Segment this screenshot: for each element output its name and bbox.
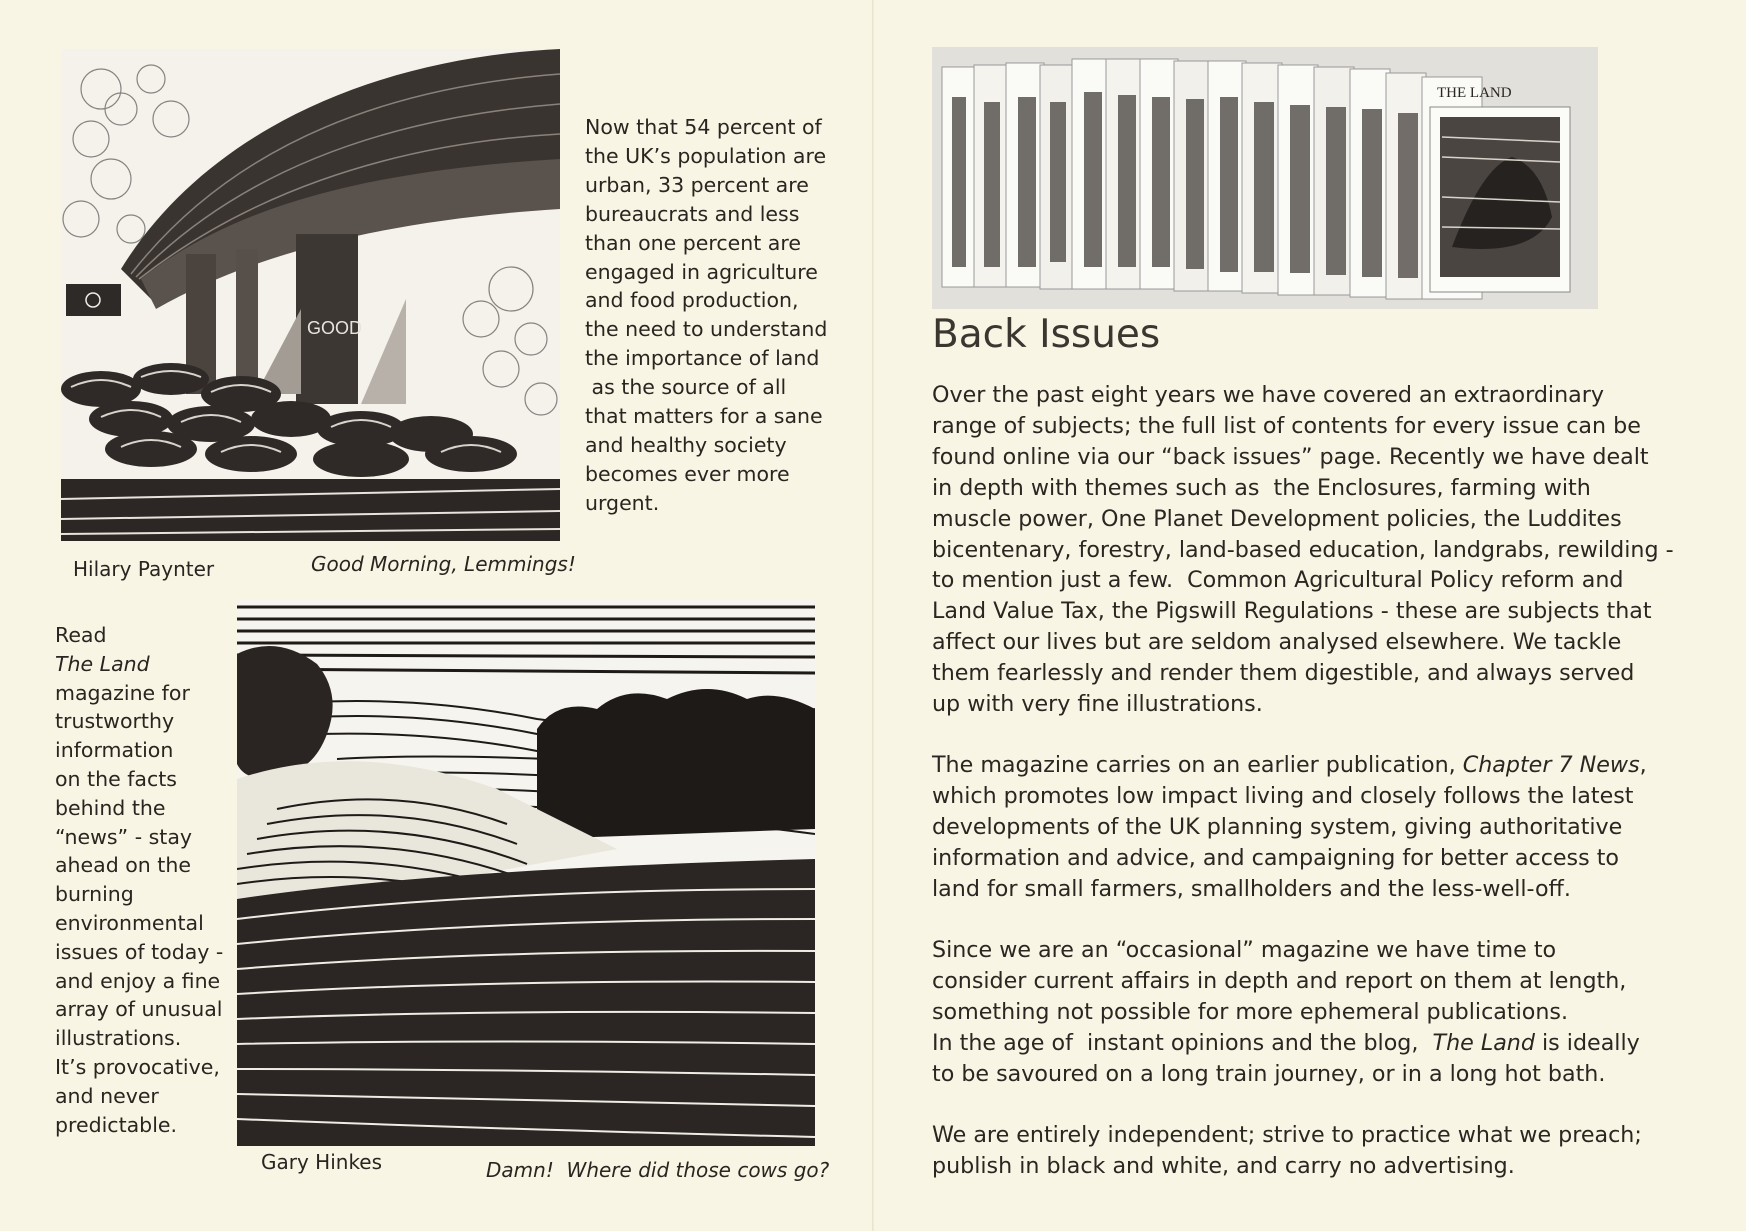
promo-line: trustworthy [55,709,175,734]
promo-line: It’s provocative, [55,1054,220,1079]
intro-line: engaged in agriculture [585,259,818,284]
intro-line: urban, 33 percent are [585,172,809,197]
promo-line: behind the [55,795,166,820]
chapter-7-news-title: Chapter 7 News [1462,752,1640,778]
para-line: found online via our “back issues” page. Recently we have dealt [932,443,1649,470]
illustration-2-artist: Gary Hinkes [261,1150,383,1174]
promo-line: array of unusual [55,997,223,1022]
graffiti-sign-text: GOOD [307,318,363,338]
illustration-where-did-those-cows-go [237,599,815,1146]
para-line: land for small farmers, smallholders and the less-well-off. [932,875,1571,902]
para-line: Over the past eight years we have covered an extraordinary [932,382,1605,408]
promo-line: issues of today - [55,939,224,964]
promo-line: information [55,738,174,763]
illustration-1-title: Good Morning, Lemmings! [311,552,576,576]
para-line [932,1028,1640,1059]
illustration-1-artist: Hilary Paynter [73,557,215,581]
para-line: affect our lives but are seldom analysed elsewhere. We tackle [932,629,1622,656]
para-line [932,750,1647,781]
para-line: bicentenary, forestry, land-based education, landgrabs, rewilding - [932,536,1674,563]
intro-line: as the source of all [585,375,787,400]
intro-line: the UK’s population are [585,143,827,168]
promo-line: predictable. [55,1112,178,1137]
magazine-masthead: THE LAND [1437,85,1512,101]
para-line: range of subjects; the full list of contents for every issue can be [932,412,1641,439]
paragraph-4 [932,1120,1642,1182]
para-3-lead: In the age of instant opinions and the blog, [932,1029,1433,1056]
illustration-good-morning-lemmings [61,49,560,541]
page-fold [872,0,874,1231]
intro-line: becomes ever more [585,461,790,486]
para-line: publish in black and white, and carry no advertising. [932,1152,1515,1179]
promo-text [55,621,223,1139]
para-line: developments of the UK planning system, giving authoritative [932,813,1623,840]
para-line: to mention just a few. Common Agricultural Policy reform and [932,567,1624,594]
para-line: to be savoured on a long train journey, or in a long hot bath. [932,1060,1606,1087]
promo-line: Read [55,623,107,647]
para-line: in depth with themes such as the Enclosures, farming with [932,474,1591,501]
the-land-title: The Land [1432,1029,1535,1056]
paragraph-3 [932,935,1640,1090]
para-line: information and advice, and campaigning for better access to [932,844,1619,871]
promo-line: on the facts [55,766,177,791]
promo-line: burning [55,882,134,907]
back-issues-photo [932,47,1598,309]
promo-line: and enjoy a fine [55,968,221,993]
promo-line: ahead on the [55,853,191,878]
para-line: We are entirely independent; strive to practice what we preach; [932,1122,1642,1148]
para-line: muscle power, One Planet Development policies, the Luddites [932,505,1622,532]
para-line: Since we are an “occasional” magazine we have time to [932,937,1557,963]
intro-line: Now that 54 percent of [585,115,822,139]
intro-text [585,113,827,518]
intro-line: and healthy society [585,432,787,457]
illustration-2-title: Damn! Where did those cows go? [486,1158,830,1182]
para-3-after: is ideally [1534,1029,1640,1056]
intro-line: the need to understand [585,317,828,342]
para-line: up with very fine illustrations. [932,691,1263,718]
promo-line: magazine for [55,680,190,705]
intro-line: than one percent are [585,230,801,255]
para-2-lead: The magazine carries on an earlier publication, [932,752,1463,778]
promo-line: “news” - stay [55,824,193,849]
intro-line: that matters for a sane [585,404,823,429]
intro-line: the importance of land [585,346,820,371]
paragraph-1 [932,380,1674,720]
intro-line: bureaucrats and less [585,201,800,226]
para-line: consider current affairs in depth and report on them at length, [932,967,1627,994]
para-line: them fearlessly and render them digestible, and always served [932,660,1635,687]
intro-line: urgent. [585,490,660,515]
page-title: Back Issues [932,312,1161,357]
intro-line: and food production, [585,288,799,313]
promo-line: illustrations. [55,1026,182,1051]
promo-line: environmental [55,910,204,935]
paragraph-2 [932,750,1647,905]
para-2-comma: , [1639,752,1647,778]
para-line: something not possible for more ephemeral publications. [932,998,1569,1025]
promo-line: and never [55,1083,159,1108]
magazine-name: The Land [55,651,150,676]
para-line: Land Value Tax, the Pigswill Regulations - these are subjects that [932,598,1652,625]
para-line: which promotes low impact living and closely follows the latest [932,782,1634,809]
